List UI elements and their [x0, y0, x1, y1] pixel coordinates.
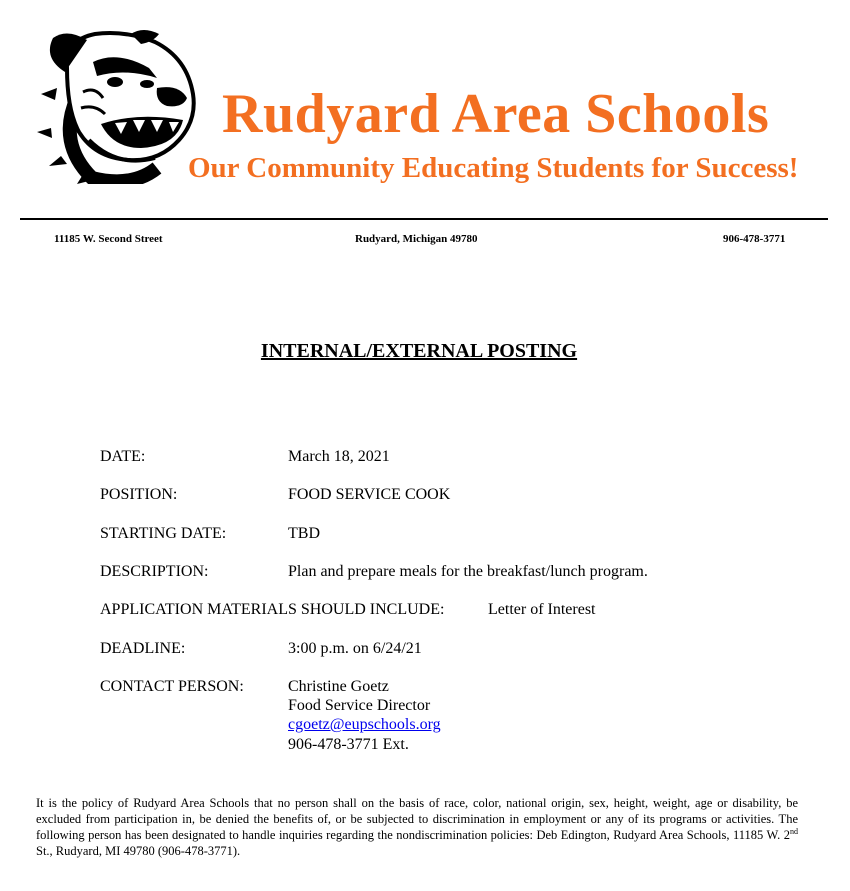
posting-title: INTERNAL/EXTERNAL POSTING — [260, 340, 578, 362]
bulldog-mascot-icon — [37, 28, 205, 184]
application-materials-label: APPLICATION MATERIALS SHOULD INCLUDE: — [100, 601, 445, 618]
date-value: March 18, 2021 — [288, 448, 390, 465]
position-label: POSITION: — [100, 486, 178, 503]
description-label: DESCRIPTION: — [100, 563, 209, 580]
school-name: Rudyard Area Schools — [222, 83, 770, 145]
header-divider — [20, 218, 828, 220]
starting-date-label: STARTING DATE: — [100, 525, 227, 542]
deadline-value: 3:00 p.m. on 6/24/21 — [288, 640, 422, 657]
deadline-label: DEADLINE: — [100, 640, 186, 657]
policy-text-end: St., Rudyard, MI 49780 (906-478-3771). — [36, 844, 241, 858]
address-city: Rudyard, Michigan 49780 — [355, 233, 478, 245]
address-street: 11185 W. Second Street — [54, 233, 163, 245]
date-label: DATE: — [100, 448, 146, 465]
starting-date-value: TBD — [288, 525, 320, 542]
contact-name: Christine Goetz — [288, 678, 389, 695]
description-value: Plan and prepare meals for the breakfast/lunch program. — [288, 563, 648, 580]
school-motto: Our Community Educating Students for Success! — [188, 152, 799, 184]
contact-person-label: CONTACT PERSON: — [100, 678, 244, 695]
contact-phone: 906-478-3771 Ext. — [288, 736, 409, 753]
policy-text: It is the policy of Rudyard Area Schools that no person shall on the basis of race, color, national origin, sex, height, weight, age or disability, be excluded from participation in, be denied the benefits of, or be subjected to discrimination in employment or any of its programs or activities. The following person has been designated to handle inquiries regarding the nondiscrimination policies: Deb Edington, Rudyard Area Schools, 11185 W. 2 — [36, 796, 798, 842]
policy-superscript: nd — [790, 826, 798, 836]
position-value: FOOD SERVICE COOK — [288, 486, 451, 503]
address-phone: 906-478-3771 — [723, 233, 786, 245]
contact-email-link[interactable]: cgoetz@eupschools.org — [288, 716, 441, 733]
contact-title: Food Service Director — [288, 697, 431, 714]
nondiscrimination-policy — [36, 795, 798, 859]
application-materials-value: Letter of Interest — [488, 601, 596, 618]
